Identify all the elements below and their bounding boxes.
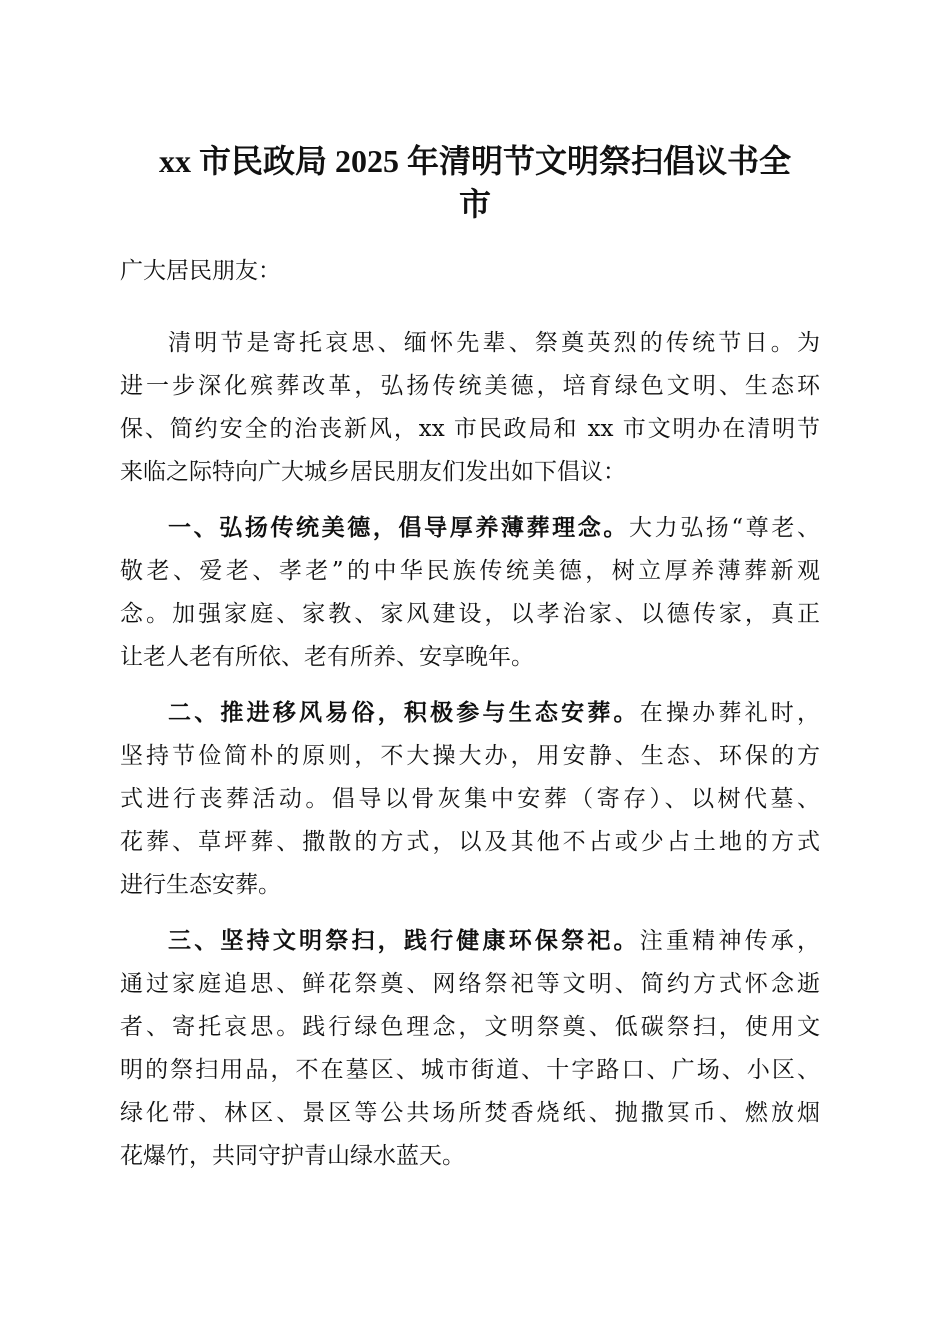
section-heading: 二、推进移风易俗，积极参与生态安葬。 bbox=[168, 700, 640, 726]
paragraph-line bbox=[120, 963, 820, 1006]
paragraph-line bbox=[120, 365, 820, 408]
paragraph-line bbox=[120, 593, 820, 636]
paragraph-line bbox=[120, 920, 820, 963]
line-text: 通过家庭追思、鲜花祭奠、网络祭祀等文明、简约方式怀念逝 bbox=[120, 971, 820, 997]
line-text: 清明节是寄托哀思、缅怀先辈、祭奠英烈的传统节日。为 bbox=[168, 330, 820, 356]
paragraph-line bbox=[120, 735, 820, 778]
line-text: 在操办葬礼时， bbox=[639, 700, 821, 726]
paragraph-line bbox=[120, 550, 820, 593]
line-text: 进行生态安葬。 bbox=[120, 872, 281, 898]
line-text: 坚持节俭简朴的原则，不大操大办，用安静、生态、环保的方 bbox=[120, 743, 820, 769]
paragraph-line bbox=[120, 1092, 820, 1135]
salutation: 广大居民朋友： bbox=[120, 258, 281, 284]
line-text: 式进行丧葬活动。倡导以骨灰集中安葬（寄存）、以树代墓、 bbox=[120, 786, 820, 812]
paragraph-4 bbox=[120, 920, 820, 1178]
paragraph-line bbox=[120, 451, 820, 494]
line-text: 者、寄托哀思。践行绿色理念，文明祭奠、低碳祭扫，使用文 bbox=[120, 1014, 820, 1040]
paragraph-line bbox=[120, 778, 820, 821]
line-text: 明的祭扫用品，不在墓区、城市街道、十字路口、广场、小区、 bbox=[120, 1057, 820, 1083]
paragraph-line bbox=[120, 1006, 820, 1049]
paragraph-line bbox=[120, 408, 820, 451]
paragraph-line bbox=[120, 821, 820, 864]
line-text: 让老人老有所依、老有所养、安享晚年。 bbox=[120, 644, 534, 670]
paragraph-line bbox=[120, 507, 820, 550]
paragraph-line bbox=[120, 636, 820, 679]
title-line-1: xx 市民政局 2025 年清明节文明祭扫倡议书全 bbox=[158, 143, 791, 179]
line-text: 来临之际特向广大城乡居民朋友们发出如下倡议： bbox=[120, 459, 626, 485]
document-body bbox=[120, 250, 820, 1191]
document-title bbox=[100, 140, 850, 226]
section-heading: 三、坚持文明祭扫，践行健康环保祭祀。 bbox=[168, 928, 640, 954]
section-heading: 一、弘扬传统美德，倡导厚养薄葬理念。 bbox=[168, 515, 629, 541]
line-text: 花爆竹，共同守护青山绿水蓝天。 bbox=[120, 1143, 465, 1169]
paragraph-1 bbox=[120, 322, 820, 494]
line-text: 绿化带、林区、景区等公共场所焚香烧纸、抛撒冥币、燃放烟 bbox=[120, 1100, 820, 1126]
line-text: 大力弘扬“尊老、 bbox=[628, 515, 820, 541]
paragraph-2 bbox=[120, 507, 820, 679]
paragraph-3 bbox=[120, 692, 820, 907]
paragraph-line bbox=[120, 692, 820, 735]
line-text: 保、简约安全的治丧新风，xx 市民政局和 xx 市文明办在清明节 bbox=[120, 416, 820, 442]
line-text: 进一步深化殡葬改革，弘扬传统美德，培育绿色文明、生态环 bbox=[120, 373, 820, 399]
line-text: 花葬、草坪葬、撒散的方式，以及其他不占或少占土地的方式 bbox=[120, 829, 820, 855]
line-text: 注重精神传承， bbox=[639, 928, 821, 954]
line-text: 念。加强家庭、家教、家风建设，以孝治家、以德传家，真正 bbox=[120, 601, 820, 627]
paragraph-line bbox=[120, 322, 820, 365]
line-text: 敬老、爱老、孝老”的中华民族传统美德，树立厚养薄葬新观 bbox=[120, 558, 820, 584]
title-line-2: 市 bbox=[458, 186, 491, 222]
paragraph-line bbox=[120, 864, 820, 907]
paragraph-line bbox=[120, 1135, 820, 1178]
paragraph-line bbox=[120, 1049, 820, 1092]
